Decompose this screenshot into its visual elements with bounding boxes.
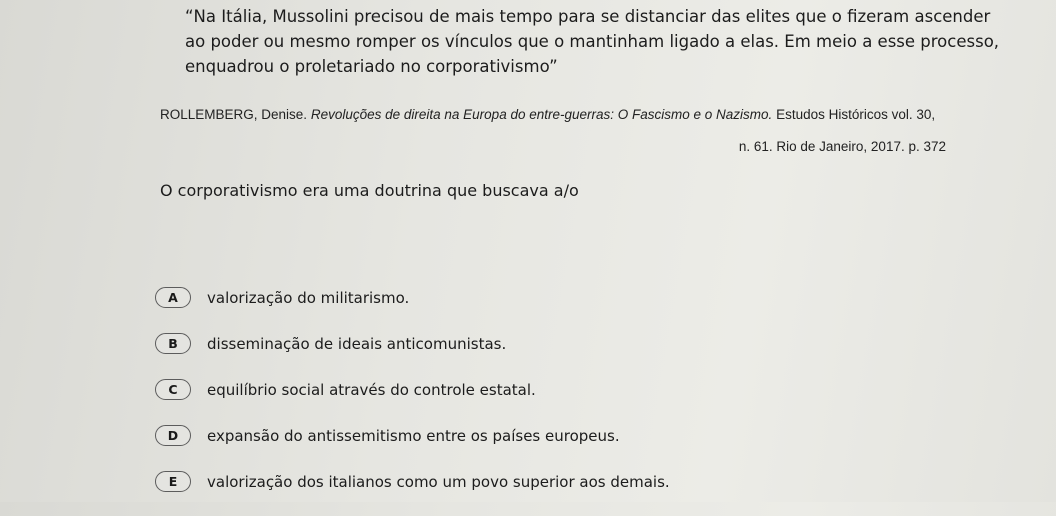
- answer-options: [155, 286, 670, 516]
- option-e-text[interactable]: valorização dos italianos como um povo superior aos demais.: [207, 472, 670, 491]
- quote-line-1: “Na Itália, Mussolini precisou de mais tempo para se distanciar das elites que o fizeram ascender: [185, 7, 991, 26]
- option-a-badge[interactable]: A: [155, 287, 191, 308]
- option-d[interactable]: [155, 424, 670, 447]
- option-e-badge[interactable]: E: [155, 471, 191, 492]
- option-a-text[interactable]: valorização do militarismo.: [207, 288, 410, 307]
- option-b-badge[interactable]: B: [155, 333, 191, 354]
- citation-main: [160, 106, 950, 124]
- option-b-text[interactable]: disseminação de ideais anticomunistas.: [207, 334, 507, 353]
- citation-author: ROLLEMBERG, Denise.: [160, 107, 308, 122]
- citation-block: [160, 106, 950, 156]
- option-a[interactable]: [155, 286, 670, 309]
- citation-details: n. 61. Rio de Janeiro, 2017. p. 372: [738, 139, 946, 154]
- question-prompt: O corporativismo era uma doutrina que buscava a/o: [160, 181, 579, 200]
- option-c-badge[interactable]: C: [155, 379, 191, 400]
- option-b[interactable]: [155, 332, 670, 355]
- option-c[interactable]: [155, 378, 670, 401]
- option-c-text[interactable]: equilíbrio social através do controle estatal.: [207, 380, 536, 399]
- quote-line-3: enquadrou o proletariado no corporativismo”: [185, 57, 558, 76]
- citation-title: Revoluções de direita na Europa do entre-guerras: O Fascismo e o Nazismo.: [310, 107, 773, 122]
- option-e[interactable]: [155, 470, 670, 493]
- citation-journal: Estudos Históricos vol. 30,: [776, 107, 936, 122]
- option-d-badge[interactable]: D: [155, 425, 191, 446]
- quote-line-2: ao poder ou mesmo romper os vínculos que o mantinham ligado a elas. Em meio a esse processo,: [185, 32, 1000, 51]
- option-d-text[interactable]: expansão do antissemitismo entre os países europeus.: [207, 426, 620, 445]
- quote-block: [185, 4, 1000, 79]
